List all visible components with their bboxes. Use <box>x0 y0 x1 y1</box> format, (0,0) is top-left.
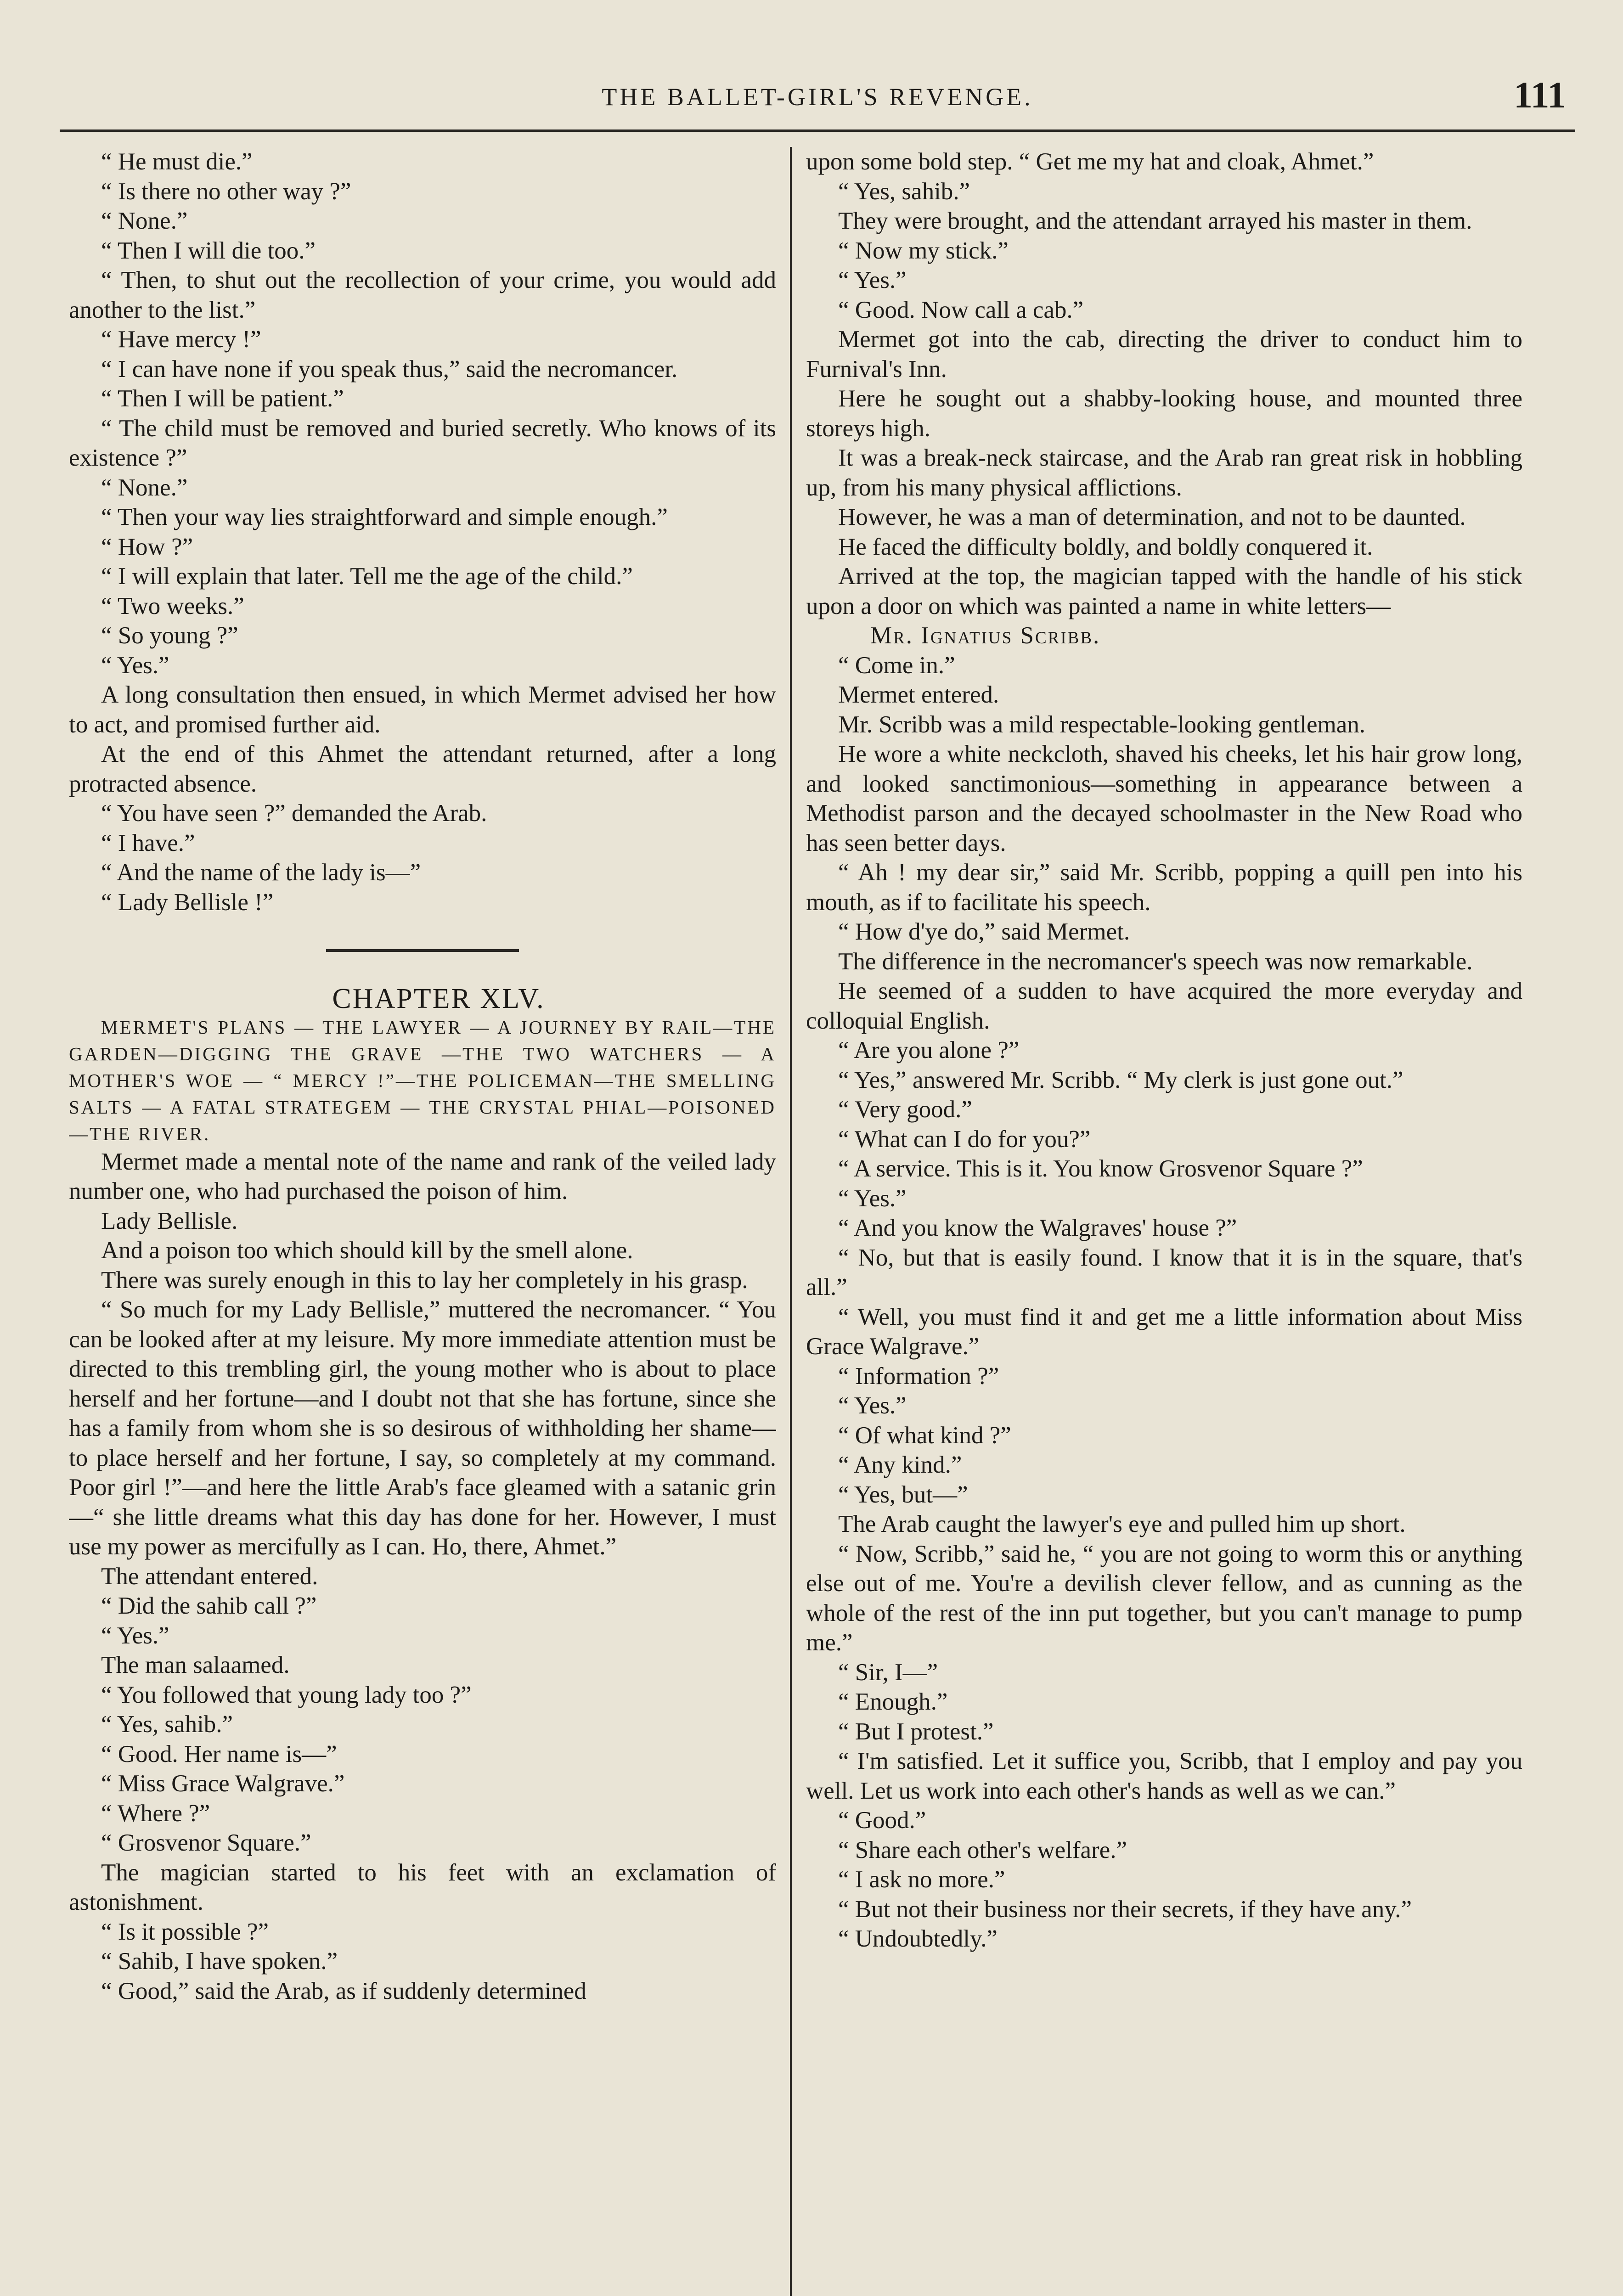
paragraph: They were brought, and the attendant arrayed his master in them. <box>838 208 1472 234</box>
paragraph: Arrived at the top, the magician tapped with the handle of his stick upon a door on which was painted a name in white letters— <box>806 563 1522 619</box>
paragraph: “ Share each other's welfare.” <box>838 1836 1127 1863</box>
paragraph: The Arab caught the lawyer's eye and pulled him up short. <box>838 1511 1406 1537</box>
paragraph: “ Undoubtedly.” <box>838 1925 997 1952</box>
paragraph: It was a break-neck staircase, and the Arab ran great risk in hobbling up, from his many physical afflictions. <box>806 445 1522 501</box>
paragraph: “ Yes, but—” <box>838 1481 968 1508</box>
paragraph: “ Good.” <box>838 1807 926 1834</box>
paragraph: “ Yes,” answered Mr. Scribb. “ My clerk is just gone out.” <box>838 1066 1403 1093</box>
paragraph: The magician started to his feet with an exclamation of astonishment. <box>69 1859 776 1915</box>
paragraph: At the end of this Ahmet the attendant returned, after a long protracted absence. <box>69 741 776 797</box>
paragraph: “ Ah ! my dear sir,” said Mr. Scribb, popping a quill pen into his mouth, as if to facilitate his speech. <box>806 859 1522 916</box>
paragraph: “ Any kind.” <box>838 1452 962 1478</box>
paragraph: Mr. Scribb was a mild respectable-looking gentleman. <box>838 711 1366 738</box>
paragraph: The man salaamed. <box>101 1652 290 1678</box>
left-column <box>69 147 776 2296</box>
paragraph: “ Information ?” <box>838 1362 999 1390</box>
paragraph: “ Enough.” <box>838 1688 948 1715</box>
door-name-plate: Mr. Ignatius Scribb. <box>870 622 1101 649</box>
paragraph: “ Yes.” <box>838 1392 907 1419</box>
paragraph: He seemed of a sudden to have acquired the more everyday and colloquial English. <box>806 978 1522 1034</box>
paragraph: “ But not their business nor their secrets, if they have any.” <box>838 1896 1412 1923</box>
paragraph: “ I ask no more.” <box>838 1866 1005 1893</box>
column-divider <box>790 147 792 2296</box>
paragraph: Mermet entered. <box>838 681 999 708</box>
paragraph: “ Miss Grace Walgrave.” <box>101 1770 345 1797</box>
paragraph: “ A service. This is it. You know Grosvenor Square ?” <box>838 1155 1363 1182</box>
paragraph: “ Lady Bellisle !” <box>101 889 274 916</box>
paragraph: “ The child must be removed and buried secretly. Who knows of its existence ?” <box>69 415 776 471</box>
paragraph: “ I will explain that later. Tell me the age of the child.” <box>101 563 633 590</box>
paragraph: “ Sahib, I have spoken.” <box>101 1948 338 1975</box>
paragraph: “ Come in.” <box>838 652 955 679</box>
paragraph: “ How ?” <box>101 533 193 560</box>
paragraph: “ So young ?” <box>101 622 238 649</box>
paragraph: Lady Bellisle. <box>101 1207 238 1234</box>
paragraph: “ And you know the Walgraves' house ?” <box>838 1215 1237 1241</box>
paragraph: And a poison too which should kill by the smell alone. <box>101 1237 633 1264</box>
paragraph: “ Good. Now call a cab.” <box>838 296 1084 323</box>
paragraph: “ Yes, sahib.” <box>838 178 970 205</box>
header-rule <box>60 129 1575 132</box>
paragraph: “ Well, you must find it and get me a little information about Miss Grace Walgrave.” <box>806 1303 1522 1360</box>
page-number: 111 <box>1514 74 1566 116</box>
paragraph: “ Two weeks.” <box>101 592 244 619</box>
paragraph: A long consultation then ensued, in which Mermet advised her how to act, and promised further aid. <box>69 681 776 738</box>
paragraph: There was surely enough in this to lay her completely in his grasp. <box>101 1266 748 1294</box>
paragraph: “ None.” <box>101 208 188 234</box>
paragraph: “ Yes, sahib.” <box>101 1711 233 1738</box>
paragraph: Mermet made a mental note of the name and rank of the veiled lady number one, who had purchased the poison of him. <box>69 1148 776 1204</box>
paragraph: “ Then I will die too.” <box>101 237 316 264</box>
paragraph: “ Is it possible ?” <box>101 1918 269 1945</box>
right-paragraphs-after <box>806 651 1522 1954</box>
right-paragraphs-before <box>806 147 1522 621</box>
paragraph: He faced the difficulty boldly, and boldly conquered it. <box>838 533 1373 560</box>
paragraph: “ Yes.” <box>838 1185 907 1212</box>
paragraph: The attendant entered. <box>101 1563 318 1590</box>
paragraph: “ Good. Her name is—” <box>101 1740 337 1767</box>
paragraph: “ Now my stick.” <box>838 237 1009 264</box>
paragraph: “ Where ?” <box>101 1800 210 1827</box>
paragraph: “ Have mercy !” <box>101 326 261 353</box>
paragraph: “ Sir, I—” <box>838 1659 938 1686</box>
paragraph: Mermet got into the cab, directing the driver to conduct him to Furnival's Inn. <box>806 326 1522 383</box>
paragraph: “ How d'ye do,” said Mermet. <box>838 918 1130 945</box>
paragraph: “ Then I will be patient.” <box>101 385 344 412</box>
paragraph: The difference in the necromancer's speech was now remarkable. <box>838 948 1473 975</box>
paragraph: “ Yes.” <box>101 652 169 679</box>
paragraph: “ You followed that young lady too ?” <box>101 1681 472 1708</box>
paragraph: upon some bold step. “ Get me my hat and cloak, Ahmet.” <box>806 148 1374 175</box>
paragraph: “ I'm satisfied. Let it suffice you, Scribb, that I employ and pay you well. Let us work into each other's hands as well as we can.” <box>806 1748 1522 1804</box>
paragraph: “ You have seen ?” demanded the Arab. <box>101 800 487 827</box>
paragraph: “ Good,” said the Arab, as if suddenly determined <box>101 1977 586 2004</box>
paragraph: Here he sought out a shabby-looking house, and mounted three storeys high. <box>806 385 1522 442</box>
paragraph: “ Now, Scribb,” said he, “ you are not going to worm this or anything else out of me. You're a devilish clever fellow, and as cunning as the whole of the rest of the inn put together, but you can't manage to pump me.” <box>806 1540 1522 1656</box>
left-paragraphs-before <box>69 147 776 917</box>
paragraph: “ Then, to shut out the recollection of your crime, you would add another to the list.” <box>69 267 776 323</box>
right-column <box>806 147 1522 2296</box>
paragraph: “ Then your way lies straightforward and simple enough.” <box>101 504 668 530</box>
paragraph: “ He must die.” <box>101 148 253 175</box>
paragraph: “ So much for my Lady Bellisle,” muttered the necromancer. “ You can be looked after at my leisure. My more immediate attention must be directed to this trembling girl, the young mother who is about to place herself and her fortune—and I doubt not that she has fortune, since she has a family from whom she is so desirous of withholding her shame—to place herself and her fortune, I say, so completely at my command. Poor girl !”—and here the little Arab's face gleamed with a satanic grin—“ she little dreams what this day has done for her. However, I must use my power as mercifully as I can. Ho, there, Ahmet.” <box>69 1296 776 1560</box>
paragraph: “ I can have none if you speak thus,” said the necromancer. <box>101 355 678 383</box>
paragraph: “ Yes.” <box>838 267 907 293</box>
paragraph: “ Yes.” <box>101 1622 169 1649</box>
chapter-ornament-rule <box>326 949 519 952</box>
paragraph: “ No, but that is easily found. I know that it is in the square, that's all.” <box>806 1244 1522 1300</box>
paragraph: “ Of what kind ?” <box>838 1422 1011 1449</box>
chapter-synopsis: MERMET'S PLANS — THE LAWYER — A JOURNEY BY RAIL—THE GARDEN—DIGGING THE GRAVE —THE TWO WATCHERS — A MOTHER'S WOE — “ MERCY !”—THE POLICEMAN—THE SMELLING SALTS — A FATAL STRATEGEM — THE CRYSTAL PHIAL—POISONED—THE RIVER. <box>69 1016 776 1144</box>
running-title: THE BALLET-GIRL'S REVENGE. <box>602 83 1033 111</box>
paragraph: “ Grosvenor Square.” <box>101 1829 311 1856</box>
paragraph: “ What can I do for you?” <box>838 1125 1091 1153</box>
paragraph: “ Very good.” <box>838 1096 972 1123</box>
paragraph: “ But I protest.” <box>838 1718 994 1745</box>
left-paragraphs-after <box>69 1147 776 2006</box>
paragraph: However, he was a man of determination, and not to be daunted. <box>838 504 1466 530</box>
paragraph: “ None.” <box>101 474 188 501</box>
paragraph: “ And the name of the lady is—” <box>101 859 421 886</box>
paragraph: “ Are you alone ?” <box>838 1037 1020 1064</box>
paragraph: “ I have.” <box>101 829 195 856</box>
paragraph: “ Is there no other way ?” <box>101 178 351 205</box>
page-header <box>60 69 1575 124</box>
paragraph: He wore a white neckcloth, shaved his cheeks, let his hair grow long, and looked sanctimonious—something in appearance between a Methodist parson and the decayed schoolmaster in the New Road who has seen better days. <box>806 741 1522 856</box>
chapter-title: CHAPTER XLV. <box>332 983 545 1014</box>
paragraph: “ Did the sahib call ?” <box>101 1593 317 1619</box>
